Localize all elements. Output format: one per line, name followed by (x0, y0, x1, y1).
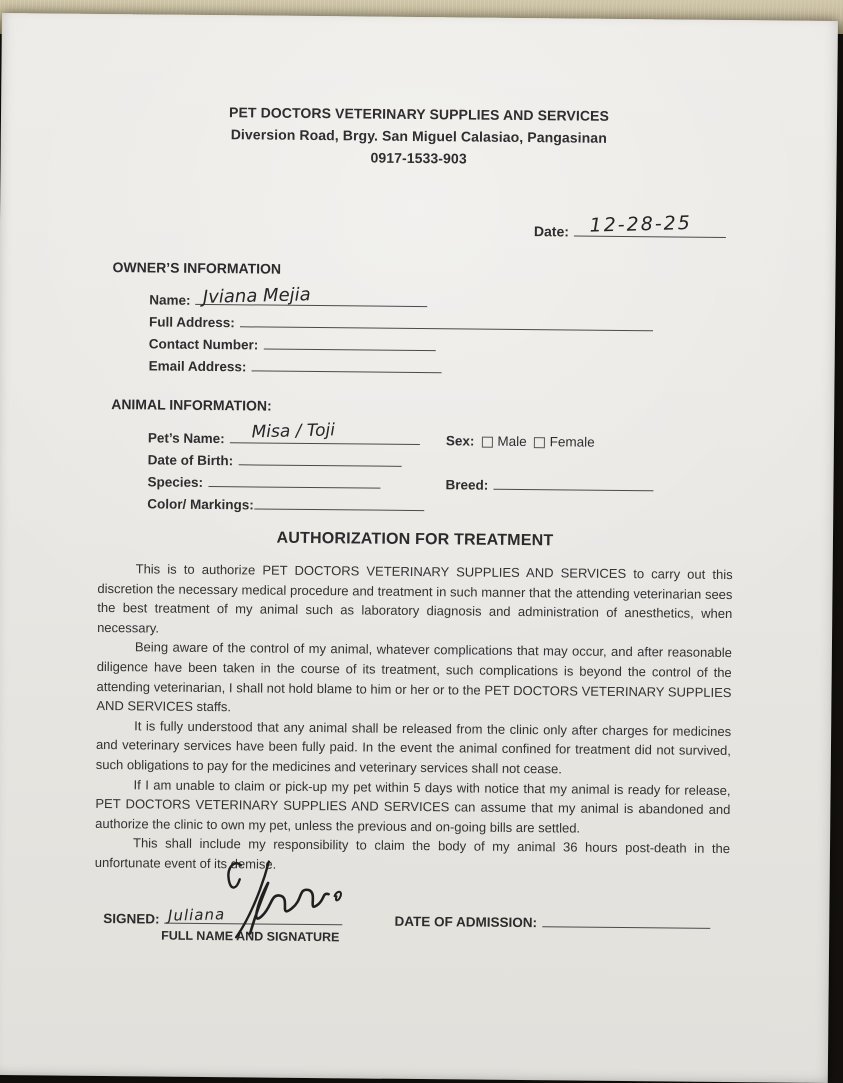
email-address-line (251, 355, 441, 373)
clinic-phone: 0917-1533-903 (370, 149, 467, 167)
authorization-heading: AUTHORIZATION FOR TREATMENT (276, 529, 554, 550)
authorization-body (95, 559, 733, 879)
pet-name-line (230, 420, 420, 445)
owner-info-heading: OWNER’S INFORMATION (112, 259, 282, 277)
authorization-paragraph-2: Being aware of the control of my animal, whatever complications that may occur, and after reasonable diligence have been taken in the course of its treatment, such complications is beyond the control of the attending veterinarian, I shall not hold blame to him or her or to the PET DOCTORS VETERINARY SUPPLIES AND SERVICES staffs. (96, 639, 732, 715)
owner-name-label: Name: (149, 292, 191, 308)
pet-name-label: Pet’s Name: (147, 430, 225, 447)
full-address-label: Full Address: (148, 314, 235, 331)
breed-line (493, 474, 653, 492)
full-address-line (240, 311, 653, 331)
pet-name-handwriting: Misa / Toji (251, 420, 335, 443)
letterhead (1, 99, 838, 173)
animal-info-fields (147, 420, 834, 521)
authorization-paragraph-1: This is to authorize PET DOCTORS VETERINARY SUPPLIES AND SERVICES to carry out this discretion the necessary medical procedure and treatment in such manner that the attending veterinarian sees the best treatment of my animal such as laboratory diagnosis and administration of anesthetics, when necessary. (97, 561, 733, 636)
date-of-birth-label: Date of Birth: (147, 452, 234, 469)
signed-caption: FULL NAME AND SIGNATURE (161, 928, 340, 944)
sex-field (446, 433, 595, 449)
species-line (208, 471, 380, 489)
contact-number-label: Contact Number: (148, 336, 259, 353)
breed-cell (445, 473, 653, 494)
signed-label: SIGNED: (103, 910, 160, 927)
color-markings-label: Color/ Markings: (147, 496, 254, 513)
animal-info-heading: ANIMAL INFORMATION: (111, 396, 272, 414)
pet-name-cell (147, 420, 446, 448)
owner-info-fields (148, 284, 836, 383)
authorization-form-paper (0, 13, 838, 1083)
owner-name-line (195, 284, 427, 308)
female-checkbox-icon (534, 437, 545, 448)
date-handwriting: 12-28-25 (589, 212, 693, 237)
color-markings-line (254, 493, 424, 511)
female-option-label: Female (549, 434, 595, 450)
species-label: Species: (147, 474, 204, 490)
signature-area (165, 904, 343, 928)
owner-name-handwriting: Jviana Mejia (202, 284, 312, 308)
date-of-admission-label: DATE OF ADMISSION: (394, 913, 538, 930)
authorization-paragraph-4: If I am unable to claim or pick-up my pet within 5 days with notice that my animal is ready for release, PET DOCTORS VETERINARY SUPPLIES AND SERVICES can assume that my animal is abandoned and authorize the clinic to own my pet, unless the previous and on-going bills are settled. (95, 776, 731, 836)
signed-handwriting: Juliana (168, 904, 226, 925)
male-checkbox-icon (481, 437, 492, 448)
sex-label: Sex: (445, 433, 475, 449)
date-label: Date: (533, 223, 570, 240)
clinic-address: Diversion Road, Brgy. San Miguel Calasiao, Pangasinan (230, 126, 607, 146)
email-address-label: Email Address: (148, 358, 247, 375)
clinic-name: PET DOCTORS VETERINARY SUPPLIES AND SERVICES (229, 104, 610, 124)
authorization-paragraph-5: This shall include my responsibility to claim the body of my animal 36 hours post-death in the unfortunate event of its demise. (94, 835, 731, 872)
date-line (574, 212, 726, 238)
signed-line (165, 904, 343, 925)
date-of-birth-line (238, 449, 401, 467)
species-cell (147, 470, 445, 492)
contact-number-line (263, 334, 435, 352)
date-of-admission-line (542, 911, 710, 929)
breed-label: Breed: (445, 477, 489, 493)
male-option-label: Male (497, 433, 527, 450)
authorization-paragraph-3: It is fully understood that any animal shall be released from the clinic only after charges for medicines and veterinary services have been fully paid. In the event the animal confined for treatment did not survived, such obligations to pay for the medicines and veterinary services shall not cease. (95, 718, 732, 777)
date-field (533, 212, 836, 242)
